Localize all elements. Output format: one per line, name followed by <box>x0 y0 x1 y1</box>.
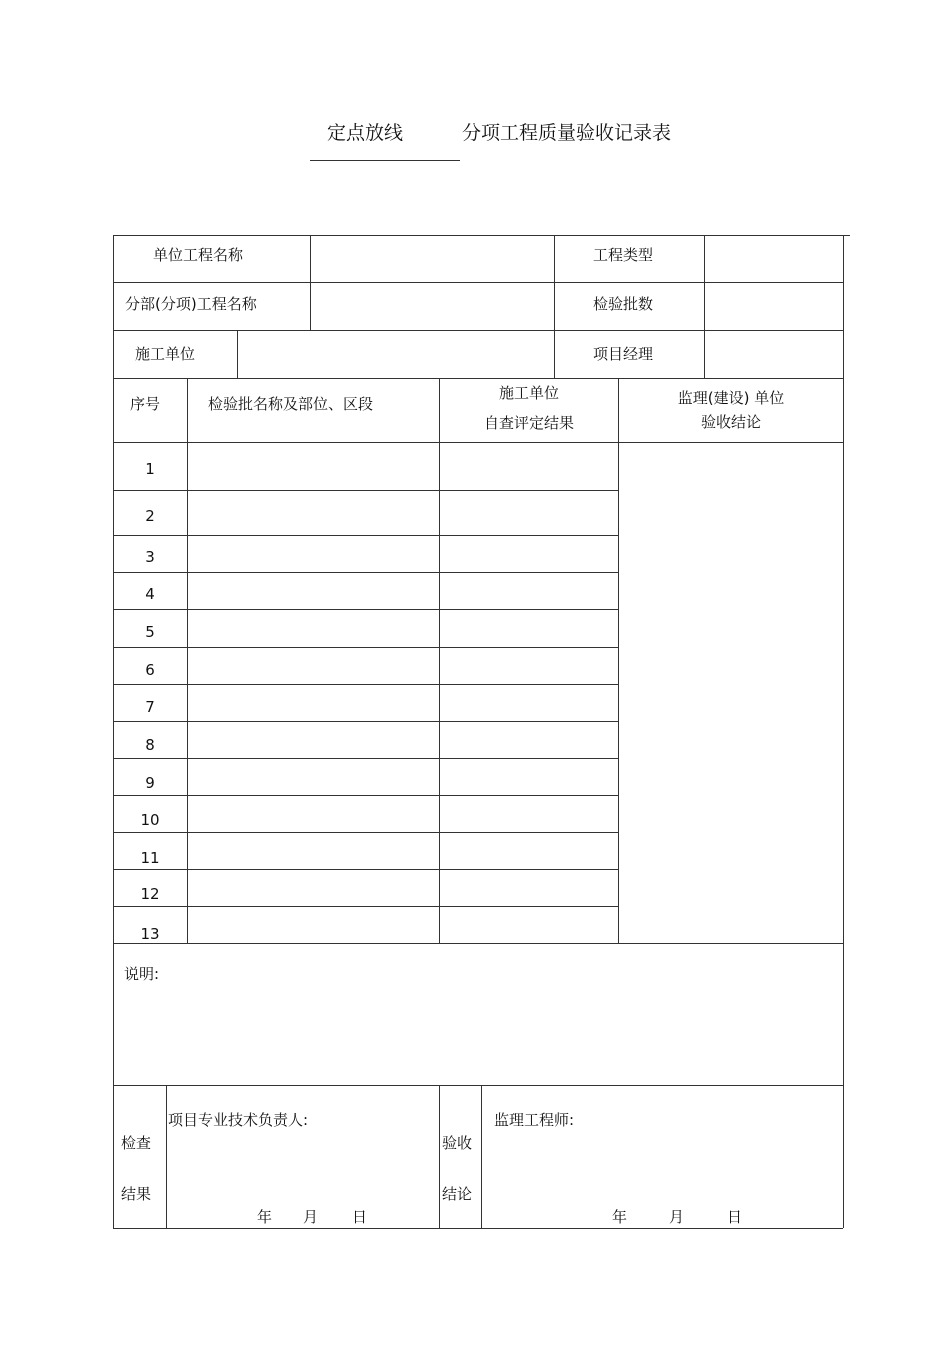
row-divider <box>113 684 618 685</box>
row-number: 2 <box>145 507 155 525</box>
row-number: 5 <box>145 623 155 641</box>
row-number: 12 <box>140 885 160 903</box>
col-divider <box>481 1085 482 1228</box>
row-divider <box>113 442 843 443</box>
project-manager-label: 项目经理 <box>593 345 654 363</box>
date-year-label: 年 <box>612 1208 628 1226</box>
date-year-label: 年 <box>257 1208 273 1226</box>
batch-name-header: 检验批名称及部位、区段 <box>208 395 374 413</box>
row-divider <box>113 721 618 722</box>
project-type-label: 工程类型 <box>593 246 654 264</box>
unit-project-name-label: 单位工程名称 <box>153 246 244 264</box>
col-divider <box>439 378 440 943</box>
row-number: 10 <box>140 811 160 829</box>
row-divider <box>113 609 618 610</box>
supervisor-label: 监理工程师: <box>494 1111 575 1129</box>
form-title: 分项工程质量验收记录表 <box>462 122 672 144</box>
self-check-header-line1: 施工单位 <box>498 384 559 402</box>
self-check-header-line2: 自查评定结果 <box>483 414 574 432</box>
date-month-label: 月 <box>669 1208 685 1226</box>
division-name-label: 分部(分项)工程名称 <box>125 295 257 313</box>
row-divider <box>113 490 618 491</box>
row-divider <box>113 795 618 796</box>
col-divider <box>166 1085 167 1228</box>
col-divider <box>554 235 555 378</box>
table-right-border <box>843 235 844 1228</box>
seq-header: 序号 <box>130 395 161 413</box>
row-divider <box>113 906 618 907</box>
row-number: 7 <box>145 698 155 716</box>
check-result-label-line2: 结果 <box>121 1185 152 1203</box>
acceptance-label-line2: 结论 <box>442 1185 473 1203</box>
table-left-border <box>113 235 114 1228</box>
col-divider <box>310 235 311 330</box>
row-number: 1 <box>145 460 155 478</box>
title-underline <box>310 160 460 161</box>
row-number: 3 <box>145 548 155 566</box>
row-divider <box>113 647 618 648</box>
construction-unit-label: 施工单位 <box>135 345 196 363</box>
date-day-label: 日 <box>352 1208 368 1226</box>
acceptance-label-line1: 验收 <box>442 1134 473 1152</box>
row-divider <box>113 378 843 379</box>
supervision-header-line1: 监理(建设) 单位 <box>677 389 785 407</box>
row-number: 4 <box>145 585 155 603</box>
col-divider <box>187 378 188 943</box>
tech-lead-label: 项目专业技术负责人: <box>168 1111 309 1129</box>
table-bottom-border <box>113 1228 843 1229</box>
row-divider <box>113 572 618 573</box>
table-top-border <box>113 235 850 236</box>
row-number: 6 <box>145 661 155 679</box>
col-divider <box>618 378 619 943</box>
batch-count-label: 检验批数 <box>593 295 654 313</box>
row-divider <box>113 869 618 870</box>
row-divider <box>113 1085 843 1086</box>
row-number: 11 <box>140 849 160 867</box>
project-title: 定点放线 <box>327 122 404 144</box>
col-divider <box>237 330 238 378</box>
row-divider <box>113 535 618 536</box>
date-day-label: 日 <box>727 1208 743 1226</box>
row-number: 9 <box>145 774 155 792</box>
supervision-header-line2: 验收结论 <box>700 413 761 431</box>
col-divider <box>704 235 705 378</box>
date-month-label: 月 <box>303 1208 319 1226</box>
row-number: 13 <box>140 925 160 943</box>
row-divider <box>113 758 618 759</box>
notes-label: 说明: <box>124 965 160 983</box>
row-divider <box>113 282 843 283</box>
row-divider <box>113 330 843 331</box>
row-divider <box>113 832 618 833</box>
row-number: 8 <box>145 736 155 754</box>
row-divider <box>113 943 843 944</box>
check-result-label-line1: 检查 <box>121 1134 152 1152</box>
col-divider <box>439 1085 440 1228</box>
